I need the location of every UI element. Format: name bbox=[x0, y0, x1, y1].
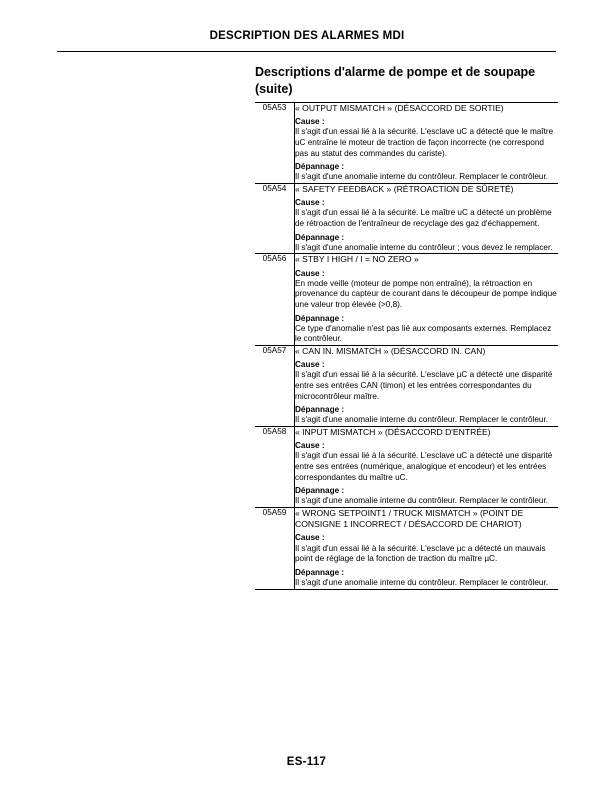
header-rule-divider bbox=[57, 51, 556, 52]
table-row bbox=[255, 345, 558, 426]
cause-label: Cause : bbox=[295, 360, 325, 370]
cause-text: Il s'agit d'un essai lié à la sécurité. L'esclave µc a détecté un mauvais point de réglage de la fonction de traction du maître µC. bbox=[295, 543, 546, 564]
alarm-code-cell: 05A58 bbox=[255, 426, 295, 507]
cause-text: En mode veille (moteur de pompe non entraîné), la rétroaction en provenance du capteur de courant dans le découpeur de pompe indique une valeur trop élevée (>0,8). bbox=[295, 278, 557, 309]
troubleshooting-label: Dépannage : bbox=[295, 567, 345, 577]
running-head bbox=[57, 29, 557, 43]
troubleshooting-text: Il s'agit d'une anomalie interne du contrôleur. Remplacer le contrôleur. bbox=[295, 172, 548, 182]
alarm-description-cell bbox=[295, 103, 559, 184]
alarm-description-cell bbox=[295, 345, 559, 426]
cause-label: Cause : bbox=[295, 198, 325, 208]
alarm-code-cell: 05A54 bbox=[255, 183, 295, 253]
troubleshooting-text: Ce type d'anomalie n'est pas lié aux composants externes. Remplacez le contrôleur. bbox=[295, 323, 552, 344]
table-bottom-border bbox=[255, 589, 558, 590]
alarm-title: « INPUT MISMATCH » (DÉSACCORD D'ENTRÉE) bbox=[295, 426, 491, 437]
alarm-title: « WRONG SETPOINT1 / TRUCK MISMATCH » (POINT DE CONSIGNE 1 INCORRECT / DÉSACCORD DE CHARIOT) bbox=[295, 507, 524, 530]
alarm-title: « OUTPUT MISMATCH » (DÉSACCORD DE SORTIE) bbox=[295, 103, 504, 113]
troubleshooting-label: Dépannage : bbox=[295, 162, 345, 172]
alarm-code-cell: 05A57 bbox=[255, 345, 295, 426]
alarm-description-cell bbox=[295, 426, 559, 507]
table-row bbox=[255, 103, 558, 184]
alarm-code-cell: 05A53 bbox=[255, 103, 295, 184]
table-bottom-border-left bbox=[255, 589, 295, 590]
alarm-description-cell bbox=[295, 183, 559, 253]
troubleshooting-text: Il s'agit d'une anomalie interne du contrôleur. Remplacer le contrôleur. bbox=[295, 415, 548, 425]
cause-text: Il s'agit d'un essai lié à la sécurité. L'esclave uC a détecté que le maître uC entraîne le moteur de traction de façon incorrecte (ne correspond pas au statut des commandes du cariste). bbox=[295, 127, 554, 158]
cause-text: Il s'agit d'un essai lié à la sécurité. L'esclave uC a détecté une disparité entre ses entrées (numérique, analogique et encodeur) et les entrées correspondantes du maître uC. bbox=[295, 451, 553, 482]
table-row bbox=[255, 183, 558, 253]
cause-label: Cause : bbox=[295, 268, 325, 278]
alarm-description-cell bbox=[295, 254, 559, 346]
table-bottom-border-right bbox=[295, 589, 559, 590]
troubleshooting-label: Dépannage : bbox=[295, 405, 345, 415]
cause-text: Il s'agit d'un essai lié à la sécurité. L'esclave µC a détecté une disparité entre ses entrées CAN (timon) et les entrées correspondantes du microcontrôleur maître. bbox=[295, 370, 553, 401]
troubleshooting-label: Dépannage : bbox=[295, 313, 345, 323]
troubleshooting-text: Il s'agit d'une anomalie interne du contrôleur. Remplacer le contrôleur. bbox=[295, 577, 548, 587]
troubleshooting-label: Dépannage : bbox=[295, 486, 345, 496]
alarm-description-cell bbox=[295, 507, 559, 589]
cause-label: Cause : bbox=[295, 117, 325, 127]
page-number: ES-117 bbox=[286, 756, 327, 768]
page-title: DESCRIPTION DES ALARMES MDI bbox=[209, 30, 405, 42]
alarm-title: « CAN IN. MISMATCH » (DÉSACCORD IN. CAN) bbox=[295, 345, 486, 356]
table-body bbox=[255, 103, 558, 590]
table-row bbox=[255, 426, 558, 507]
table-row bbox=[255, 507, 558, 589]
alarm-title: « STBY I HIGH / I = NO ZERO » bbox=[295, 254, 419, 265]
alarm-code-cell: 05A56 bbox=[255, 254, 295, 346]
alarm-title: « SAFETY FEEDBACK » (RÉTROACTION DE SÛRETÉ) bbox=[295, 183, 514, 194]
troubleshooting-label: Dépannage : bbox=[295, 232, 345, 242]
page-footer bbox=[57, 752, 556, 770]
section-heading: Descriptions d'alarme de pompe et de soupape (suite) bbox=[255, 65, 536, 96]
troubleshooting-text: Il s'agit d'une anomalie interne du contrôleur. Remplacer le contrôleur. bbox=[295, 496, 548, 506]
table-row bbox=[255, 254, 558, 346]
troubleshooting-text: Il s'agit d'une anomalie interne du contrôleur ; vous devez le remplacer. bbox=[295, 242, 553, 252]
cause-text: Il s'agit d'un essai lié à la sécurité. Le maître uC a détecté un problème de rétroaction de l'entraîneur de recyclage des gaz d'échappement. bbox=[295, 208, 552, 228]
alarm-descriptions-table bbox=[255, 102, 558, 590]
alarm-code-cell: 05A59 bbox=[255, 507, 295, 589]
cause-label: Cause : bbox=[295, 441, 325, 451]
cause-label: Cause : bbox=[295, 533, 325, 543]
